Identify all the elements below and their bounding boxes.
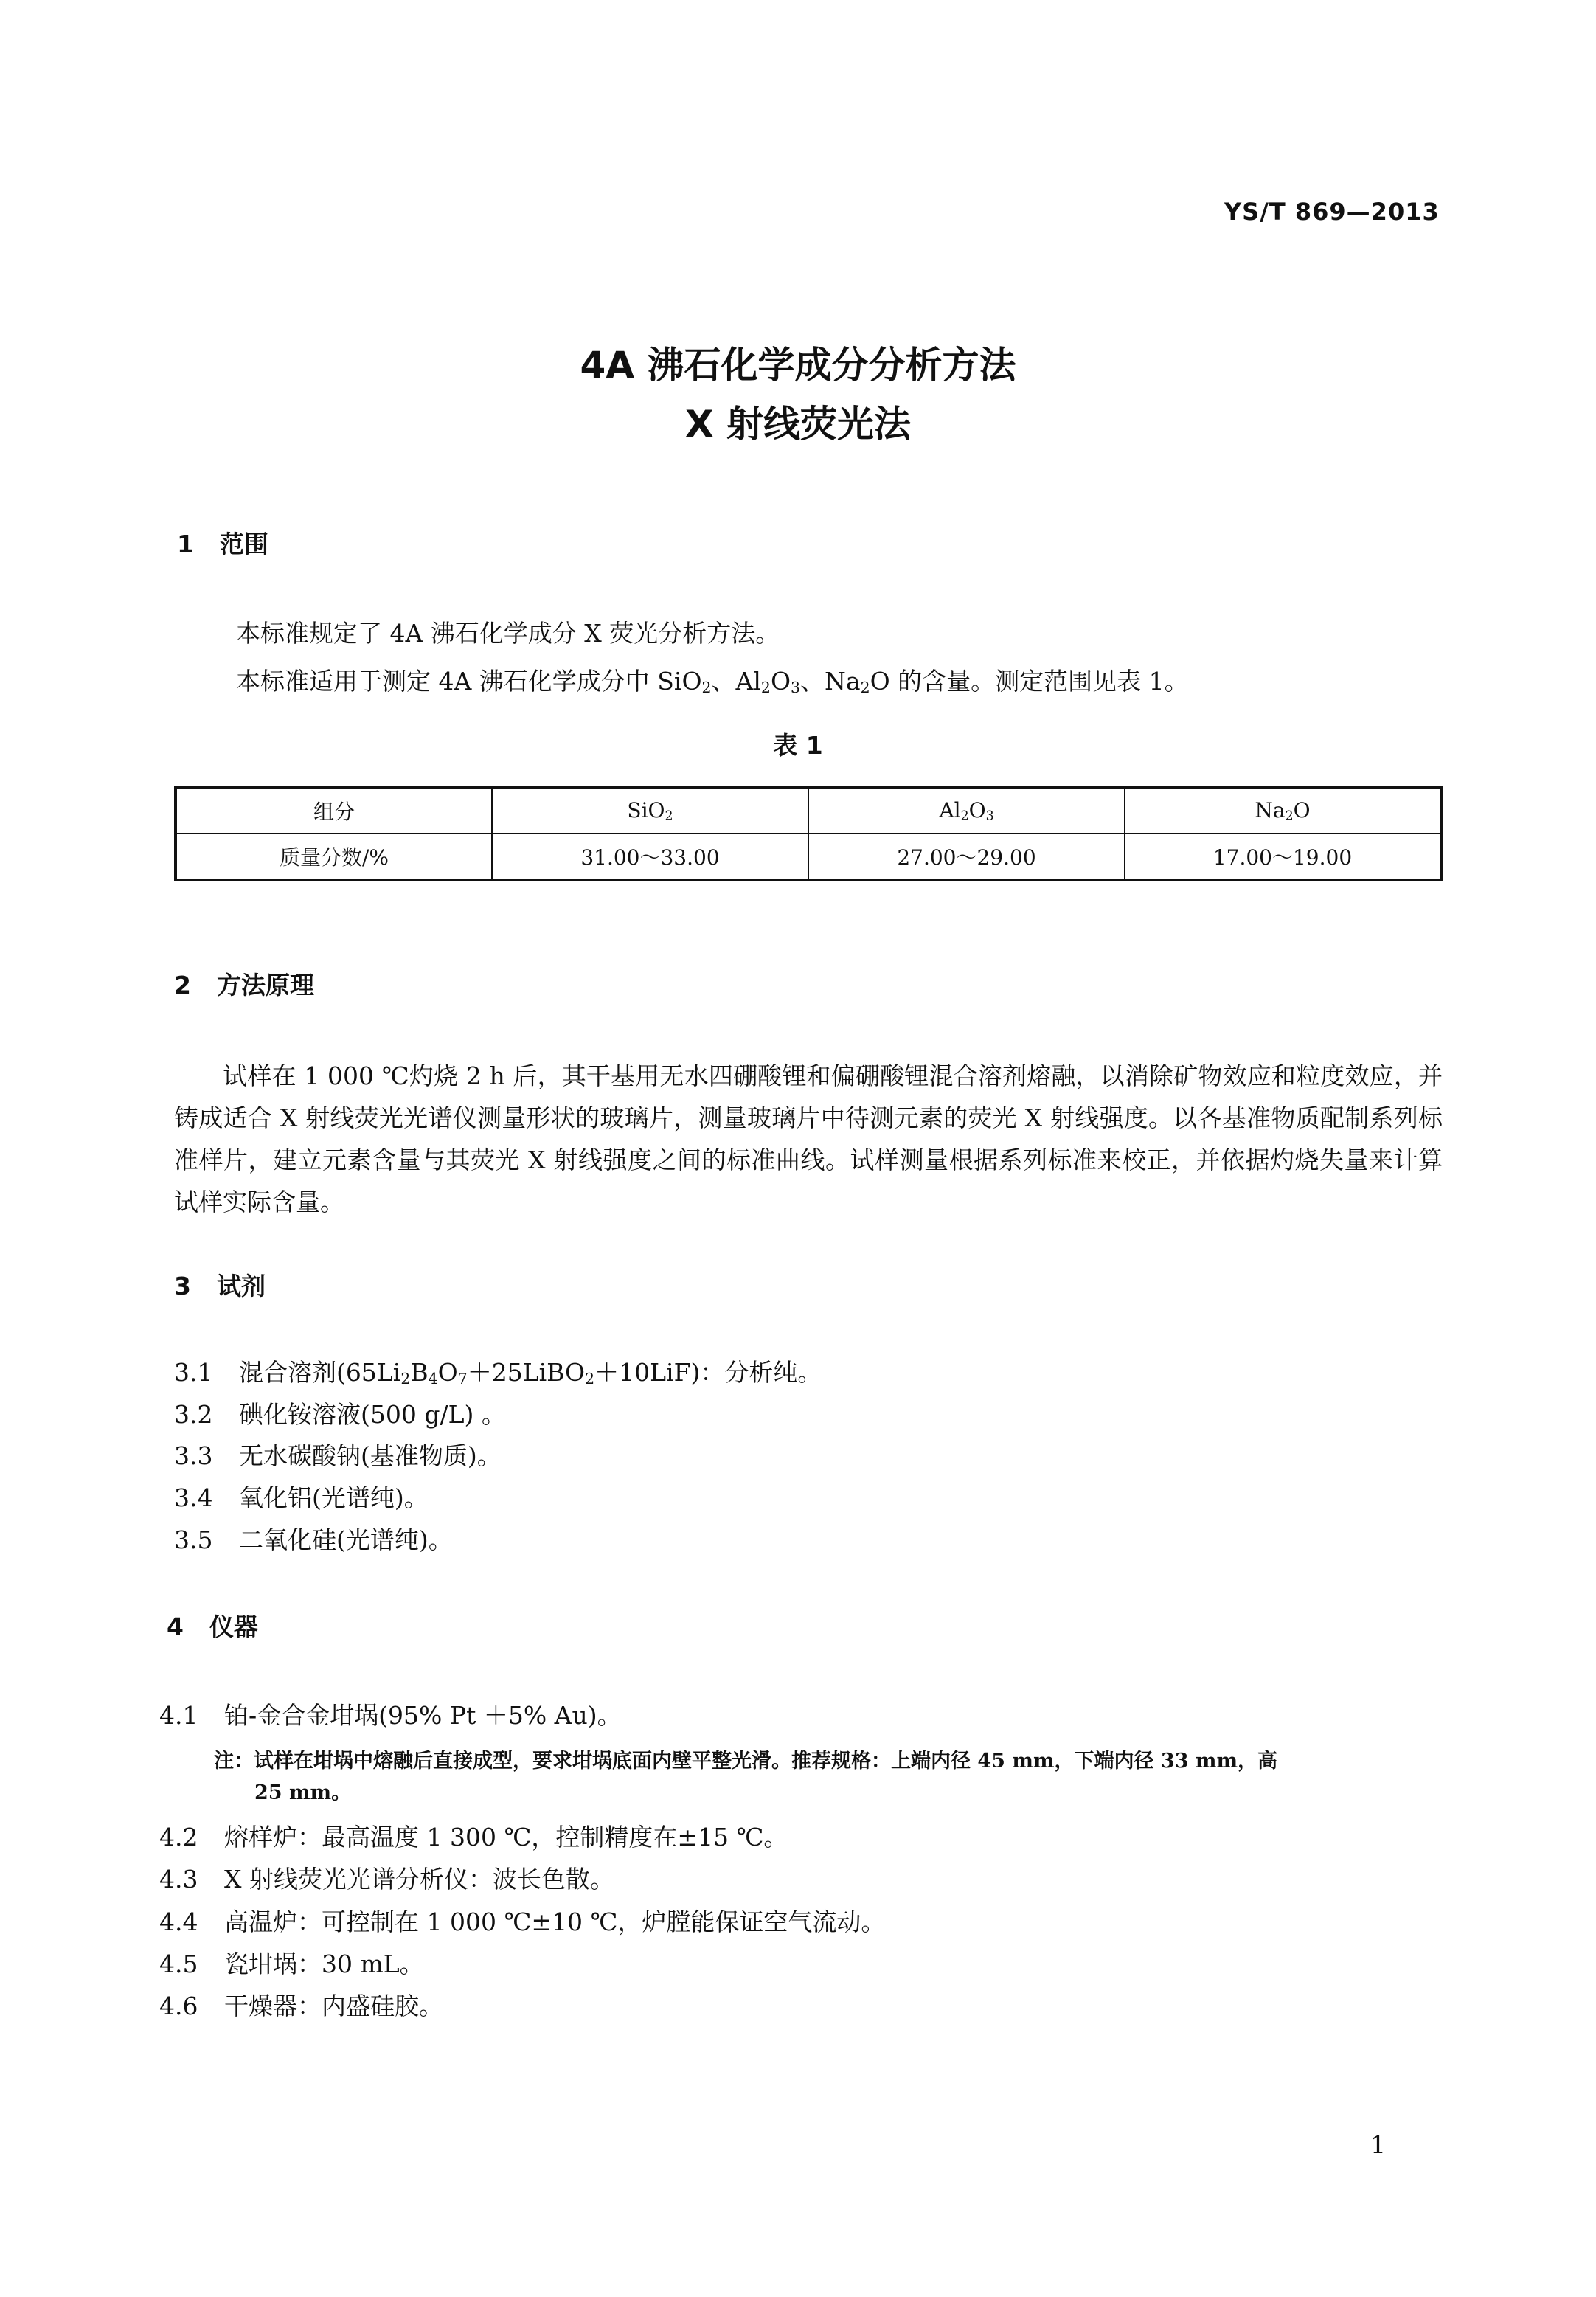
item-number: 4.3: [159, 1865, 198, 1894]
section-3-heading: [174, 1267, 266, 1302]
apparatus-item: [159, 1903, 885, 1938]
subscript: 2: [400, 1370, 411, 1388]
note-line-2: 25 mm。: [254, 1781, 352, 1804]
paragraph-text: 试样在 1 000 ℃灼烧 2 h 后，其干基用无水四硼酸锂和偏硼酸锂混合溶剂熔融，以消除矿物效应和粒度效应，并铸成适合 X 射线荧光光谱仪测量形状的玻璃片，测量玻璃片中待测元素的荧光 X 射线强度。以各基准物质配制系列标准样片，建立元素含量与其荧光 X 射线强度之间的标准曲线。试样测量根据系列标准来校正，并依据灼烧失量来计算试样实际含量。: [174, 1061, 1443, 1216]
table-caption: 表 1: [773, 731, 823, 760]
standard-number: YS/T 869—2013: [1224, 198, 1440, 226]
text-run: 本标准适用于测定 4A 沸石化学成分中 SiO: [236, 667, 702, 696]
item-text: X 射线荧光光谱分析仪：波长色散。: [224, 1865, 614, 1894]
apparatus-item: [159, 1697, 622, 1731]
method-principle-paragraph: [174, 1055, 1443, 1223]
subscript: 2: [760, 679, 771, 697]
subscript: 2: [701, 679, 712, 697]
table-header-cell: [808, 787, 1125, 834]
item-text: 瓷坩埚：30 mL。: [224, 1950, 424, 1978]
item-number: 3.2: [174, 1400, 213, 1429]
document-subtitle: X 射线荧光法: [685, 403, 911, 446]
item-number: 3.5: [174, 1525, 213, 1554]
text-run: Na: [1255, 797, 1286, 822]
section-title: 方法原理: [217, 971, 314, 999]
table-cell: 31.00～33.00: [492, 834, 808, 880]
document-title: 4A 沸石化学成分分析方法: [580, 344, 1016, 387]
section-1-heading: [177, 525, 268, 560]
reagent-item: [174, 1354, 822, 1388]
section-4-heading: [167, 1608, 258, 1643]
apparatus-item: [159, 1945, 424, 1980]
table-header-row: [176, 787, 1441, 834]
subscript: 2: [860, 679, 870, 697]
subscript: 3: [791, 679, 801, 697]
section-number: 4: [167, 1612, 184, 1641]
text-run: O: [770, 667, 791, 696]
section-title: 范围: [220, 530, 268, 558]
table-header-cell: [492, 787, 808, 834]
text-run: ＋25LiBO: [467, 1358, 586, 1387]
item-number: 4.5: [159, 1950, 198, 1978]
apparatus-item: [159, 1860, 614, 1895]
text-run: O: [1293, 797, 1311, 822]
scope-paragraph-1: 本标准规定了 4A 沸石化学成分 X 荧光分析方法。: [236, 619, 780, 648]
text-run: SiO: [627, 797, 665, 822]
item-text: 氧化铝(光谱纯)。: [239, 1483, 429, 1512]
section-title: 仪器: [209, 1612, 258, 1641]
text-run: 、Al: [711, 667, 761, 696]
item-text: 二氧化硅(光谱纯)。: [239, 1525, 453, 1554]
table-cell: 27.00～29.00: [808, 834, 1125, 880]
composition-range-table: [174, 786, 1443, 881]
item-text: 高温炉：可控制在 1 000 ℃±10 ℃，炉膛能保证空气流动。: [224, 1908, 886, 1936]
subscript: 7: [457, 1370, 468, 1388]
text-run: O: [968, 797, 986, 822]
section-number: 1: [177, 530, 194, 558]
subscript: 2: [585, 1370, 595, 1388]
table-cell: 17.00～19.00: [1125, 834, 1441, 880]
table-row: [176, 834, 1441, 880]
text-run: O 的含量。测定范围见表 1。: [870, 667, 1189, 696]
item-number: 4.4: [159, 1908, 198, 1936]
subscript: 2: [1285, 808, 1294, 824]
section-title: 试剂: [217, 1272, 266, 1300]
item-text: 碘化铵溶液(500 g/L) 。: [239, 1400, 506, 1429]
item-text: 无水碳酸钠(基准物质)。: [239, 1441, 502, 1470]
item-number: 4.1: [159, 1701, 198, 1730]
text-run: Al: [939, 797, 961, 822]
table-cell: 质量分数/%: [176, 834, 492, 880]
table-header-cell: 组分: [176, 787, 492, 834]
item-text: 熔样炉：最高温度 1 300 ℃，控制精度在±15 ℃。: [224, 1823, 788, 1851]
text-run: O: [437, 1358, 458, 1387]
item-number: 3.1: [174, 1358, 213, 1387]
text-run: 、Na: [800, 667, 861, 696]
subscript: 3: [985, 808, 994, 824]
item-number: 4.2: [159, 1823, 198, 1851]
page-number: 1: [1370, 2130, 1386, 2159]
table-header-cell: [1125, 787, 1441, 834]
subscript: 2: [665, 808, 673, 824]
item-number: 3.4: [174, 1483, 213, 1512]
section-2-heading: [174, 966, 314, 1001]
reagent-item: [174, 1396, 506, 1430]
section-number: 2: [174, 971, 191, 999]
apparatus-item: [159, 1987, 443, 2022]
scope-paragraph-2: [236, 662, 1189, 697]
apparatus-item: [159, 1818, 788, 1853]
reagent-item: [174, 1521, 453, 1556]
reagent-item: [174, 1437, 502, 1472]
subscript: 2: [960, 808, 969, 824]
item-text: 铂-金合金坩埚(95% Pt ＋5% Au)。: [224, 1701, 622, 1730]
reagent-item: [174, 1479, 429, 1514]
note-line-1: 注：试样在坩埚中熔融后直接成型，要求坩埚底面内壁平整光滑。推荐规格：上端内径 45 mm，下端内径 33 mm，高: [214, 1750, 1278, 1773]
item-text: 干燥器：内盛硅胶。: [224, 1992, 443, 2020]
item-number: 3.3: [174, 1441, 213, 1470]
item-number: 4.6: [159, 1992, 198, 2020]
subscript: 4: [428, 1370, 438, 1388]
text-run: ＋10LiF)：分析纯。: [594, 1358, 822, 1387]
text-run: 混合溶剂(65Li: [239, 1358, 401, 1387]
text-run: B: [410, 1358, 429, 1387]
section-number: 3: [174, 1272, 191, 1300]
